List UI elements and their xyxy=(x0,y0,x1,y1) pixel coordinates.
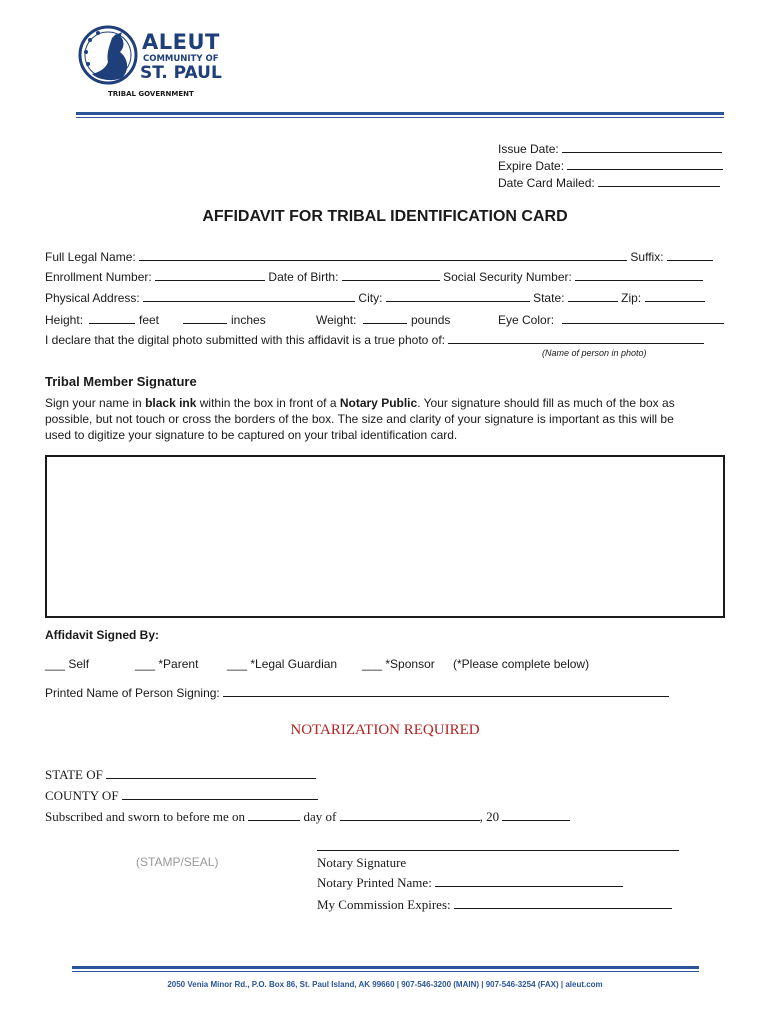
pounds-label: pounds xyxy=(411,313,451,327)
logo-tagline: TRIBAL GOVERNMENT xyxy=(108,90,194,98)
logo xyxy=(76,24,226,100)
state-of-field[interactable] xyxy=(106,768,316,779)
page-title: AFFIDAVIT FOR TRIBAL IDENTIFICATION CARD xyxy=(202,208,568,225)
notary-printed-name-row xyxy=(317,875,623,891)
weight-label: Weight: xyxy=(316,313,357,327)
full-legal-name-label: Full Legal Name: xyxy=(45,250,136,264)
option-parent-label: *Parent xyxy=(158,657,199,671)
sea-lion-seal-icon xyxy=(76,24,140,86)
expire-date-label: Expire Date: xyxy=(498,159,565,173)
commission-expires-field[interactable] xyxy=(454,898,672,909)
subscribed-date-field[interactable] xyxy=(248,810,300,821)
height-feet-field[interactable] xyxy=(89,313,135,324)
signature-box[interactable] xyxy=(45,455,725,618)
suffix-field[interactable] xyxy=(667,250,713,261)
state-of-label: STATE OF xyxy=(45,767,103,782)
zip-label: Zip: xyxy=(621,291,642,305)
signature-instructions xyxy=(45,395,675,443)
county-of-field[interactable] xyxy=(122,789,318,800)
notary-signature-label: Notary Signature xyxy=(317,855,407,870)
notary-printed-name-field[interactable] xyxy=(435,876,623,887)
full-legal-name-field[interactable] xyxy=(139,250,627,261)
notarization-heading: NOTARIZATION REQUIRED xyxy=(290,722,480,738)
option-sponsor-label: *Sponsor xyxy=(385,657,435,671)
enrollment-number-label: Enrollment Number: xyxy=(45,270,152,284)
zip-field[interactable] xyxy=(645,291,705,302)
footer-divider xyxy=(72,966,699,972)
commission-expires-row xyxy=(317,897,672,913)
photo-declaration-label: I declare that the digital photo submitted with this affidavit is a true photo of: xyxy=(45,333,446,347)
printed-name-row xyxy=(45,686,669,700)
feet-label: feet xyxy=(139,313,160,327)
name-in-photo-caption: (Name of person in photo) xyxy=(542,348,647,358)
ssn-label: Social Security Number: xyxy=(443,270,572,284)
physical-address-field[interactable] xyxy=(143,291,355,302)
name-in-photo-field[interactable] xyxy=(448,333,704,344)
ssn-field[interactable] xyxy=(575,270,703,281)
weight-field[interactable] xyxy=(363,313,407,324)
date-of-birth-field[interactable] xyxy=(342,270,440,281)
option-legal-guardian-blank: ___ xyxy=(227,657,248,671)
option-self-blank: ___ xyxy=(45,657,66,671)
option-self[interactable] xyxy=(45,657,89,671)
option-sponsor[interactable] xyxy=(362,657,435,671)
state-field[interactable] xyxy=(568,291,618,302)
commission-expires-label: My Commission Expires: xyxy=(317,897,451,912)
county-of-row xyxy=(45,788,318,804)
physical-address-label: Physical Address: xyxy=(45,291,140,305)
enrollment-number-field[interactable] xyxy=(155,270,265,281)
footer-contact: 2050 Venia Minor Rd., P.O. Box 86, St. Paul Island, AK 99660 | 907-546-3200 (MAIN) | 907-546-3254 (FAX) | aleut.com xyxy=(167,980,603,989)
date-card-mailed-field[interactable] xyxy=(498,176,720,190)
inches-label: inches xyxy=(231,313,266,327)
option-parent[interactable] xyxy=(135,657,198,671)
logo-line-1: ALEUT xyxy=(142,30,220,54)
option-parent-blank: ___ xyxy=(135,657,156,671)
signed-by-heading: Affidavit Signed By: xyxy=(45,628,160,642)
enrollment-row xyxy=(45,270,703,284)
day-of-label: day of xyxy=(303,809,337,824)
height-label: Height: xyxy=(45,313,84,327)
signed-by-note: (*Please complete below) xyxy=(453,657,590,671)
eye-color-field[interactable] xyxy=(562,313,724,324)
address-row xyxy=(45,291,705,305)
header-divider xyxy=(76,112,724,118)
year-prefix-label: , 20 xyxy=(479,809,500,824)
notary-printed-name-label: Notary Printed Name: xyxy=(317,875,432,890)
logo-line-3: ST. PAUL xyxy=(140,63,222,83)
photo-declaration-row xyxy=(45,333,704,347)
height-inches-field[interactable] xyxy=(183,313,227,324)
suffix-label: Suffix: xyxy=(630,250,664,264)
state-of-row xyxy=(45,767,316,783)
option-legal-guardian[interactable] xyxy=(227,657,337,671)
printed-name-field[interactable] xyxy=(223,686,669,697)
option-legal-guardian-label: *Legal Guardian xyxy=(250,657,338,671)
eye-color-label: Eye Color: xyxy=(498,313,555,327)
subscribed-row xyxy=(45,809,570,825)
signature-instructions-line-2: possible, but not touch or cross the borders of the box. The size and clarity of your signature is important as this will be xyxy=(45,412,674,426)
issue-date-label: Issue Date: xyxy=(498,142,559,156)
notary-signature-field[interactable] xyxy=(317,850,679,851)
printed-name-label: Printed Name of Person Signing: xyxy=(45,686,220,700)
option-self-label: Self xyxy=(68,657,90,671)
subscribed-label: Subscribed and sworn to before me on xyxy=(45,809,246,824)
date-card-mailed-label: Date Card Mailed: xyxy=(498,176,595,190)
full-legal-name-row xyxy=(45,250,713,264)
city-field[interactable] xyxy=(386,291,530,302)
signature-instructions-line-1: Sign your name in black ink within the box in front of a Notary Public. Your signature should fill as much of the box as xyxy=(45,396,675,410)
logo-line-2: COMMUNITY OF xyxy=(143,54,219,64)
city-label: City: xyxy=(358,291,383,305)
state-label: State: xyxy=(533,291,565,305)
stamp-seal-placeholder: (STAMP/SEAL) xyxy=(136,855,219,869)
date-of-birth-label: Date of Birth: xyxy=(268,270,339,284)
month-field[interactable] xyxy=(340,810,480,821)
issue-date-field[interactable] xyxy=(498,142,722,156)
county-of-label: COUNTY OF xyxy=(45,788,119,803)
option-sponsor-blank: ___ xyxy=(362,657,383,671)
signature-heading: Tribal Member Signature xyxy=(45,374,197,389)
year-field[interactable] xyxy=(502,810,570,821)
signature-instructions-line-3: used to digitize your signature to be captured on your tribal identification card. xyxy=(45,428,458,442)
expire-date-field[interactable] xyxy=(498,159,723,173)
